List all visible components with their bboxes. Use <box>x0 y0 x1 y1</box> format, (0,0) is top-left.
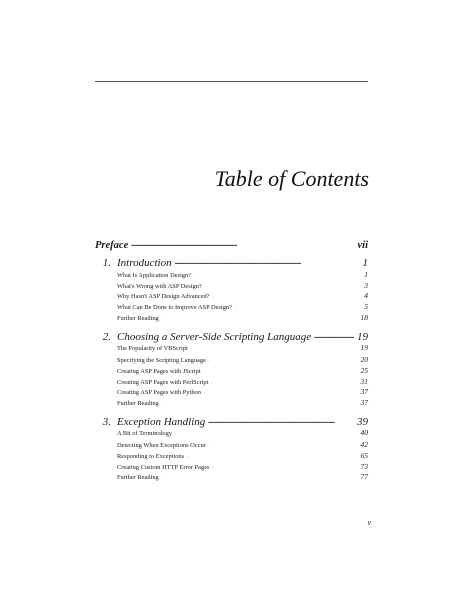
toc-section[interactable] <box>117 281 368 290</box>
section-title: Responding to Exceptions <box>117 453 185 460</box>
toc-section[interactable] <box>117 291 368 300</box>
toc-page-number: 40 <box>360 428 368 437</box>
toc-section[interactable] <box>117 343 368 352</box>
section-title: What Can Be Done to Improve ASP Design? <box>117 304 232 311</box>
toc-section[interactable] <box>117 451 368 460</box>
section-title: Detecting When Exceptions Occur <box>117 442 206 449</box>
toc-page-number: 4 <box>364 291 368 300</box>
toc-page-number: 31 <box>360 377 368 386</box>
toc-chapter-2[interactable] <box>97 329 368 343</box>
section-title: Creating ASP Pages with Python <box>117 389 201 396</box>
toc-page-number: 65 <box>360 451 368 460</box>
page-title: Table of Contents <box>214 166 369 191</box>
dot-leader <box>162 314 358 320</box>
section-title: Creating ASP Pages with JScript <box>117 368 201 375</box>
page-folio: v <box>367 518 371 527</box>
toc-section[interactable] <box>117 366 368 375</box>
toc-section[interactable] <box>117 313 368 322</box>
section-title: What Is Application Design? <box>117 272 192 279</box>
dot-leader <box>204 388 358 394</box>
dot-leader <box>314 329 354 340</box>
section-title: Further Reading <box>117 400 159 407</box>
toc-page-number: 5 <box>364 302 368 311</box>
toc-page-number: 25 <box>360 366 368 375</box>
chapter-title: Exception Handling <box>117 416 206 428</box>
chapter-number: 2. <box>102 331 111 343</box>
section-title: The Popularity of VBScript <box>117 345 188 352</box>
dot-leader <box>212 463 357 469</box>
dot-leader <box>208 414 354 425</box>
toc-section[interactable] <box>117 302 368 311</box>
toc-entry-label: Preface <box>95 239 129 251</box>
toc-section[interactable] <box>117 270 368 279</box>
toc-section[interactable] <box>117 377 368 386</box>
dot-leader <box>205 282 362 288</box>
toc-page-number: 18 <box>360 313 368 322</box>
section-title: Why Hasn't ASP Design Advanced? <box>117 293 210 300</box>
dot-leader <box>209 356 358 362</box>
toc-chapter-3[interactable] <box>97 414 368 428</box>
chapter-title: Choosing a Server-Side Scripting Language <box>117 331 312 343</box>
section-title: Creating ASP Pages with PerlScript <box>117 379 209 386</box>
chapter-number: 3. <box>102 416 111 428</box>
section-title: Specifying the Scripting Language <box>117 357 206 364</box>
section-title: What's Wrong with ASP Design? <box>117 283 202 290</box>
toc-page-number: 3 <box>364 281 368 290</box>
toc-page-number: 1 <box>364 270 368 279</box>
dot-leader <box>194 271 361 277</box>
dot-leader <box>209 441 358 447</box>
toc-section[interactable] <box>117 440 368 449</box>
dot-leader <box>162 473 358 479</box>
chapter-number: 1. <box>102 257 111 269</box>
dot-leader <box>235 303 361 309</box>
dot-leader <box>187 452 357 458</box>
toc-section[interactable] <box>117 398 368 407</box>
toc-page-number: 37 <box>360 387 368 396</box>
toc-section[interactable] <box>117 387 368 396</box>
section-title: A Bit of Terminology <box>117 430 172 437</box>
dot-leader <box>131 237 354 248</box>
dot-leader <box>211 378 357 384</box>
toc-page-number: 73 <box>360 462 368 471</box>
toc-page-number: 77 <box>360 472 368 481</box>
dot-leader <box>204 367 358 373</box>
toc-section[interactable] <box>117 462 368 471</box>
toc-section[interactable] <box>117 355 368 364</box>
toc-section[interactable] <box>117 428 368 437</box>
section-title: Further Reading <box>117 315 159 322</box>
toc-page-number: 19 <box>360 343 368 352</box>
header-rule <box>95 81 368 82</box>
toc-section[interactable] <box>117 472 368 481</box>
section-title: Creating Custom HTTP Error Pages <box>117 464 210 471</box>
toc-page-number: 37 <box>360 398 368 407</box>
toc-entry-preface[interactable] <box>95 237 368 251</box>
dot-leader <box>191 344 358 350</box>
dot-leader <box>213 292 362 298</box>
toc-page-number: 42 <box>360 440 368 449</box>
toc-page-number: 19 <box>357 331 368 343</box>
toc-page-number: vii <box>357 239 368 251</box>
dot-leader <box>175 255 360 266</box>
toc-page-number: 20 <box>360 355 368 364</box>
toc-page-number: 39 <box>357 416 368 428</box>
toc-page-number: 1 <box>362 257 368 269</box>
dot-leader <box>175 429 358 435</box>
dot-leader <box>162 399 358 405</box>
toc-chapter-1[interactable] <box>97 255 368 269</box>
section-title: Further Reading <box>117 474 159 481</box>
chapter-title: Introduction <box>117 257 172 269</box>
